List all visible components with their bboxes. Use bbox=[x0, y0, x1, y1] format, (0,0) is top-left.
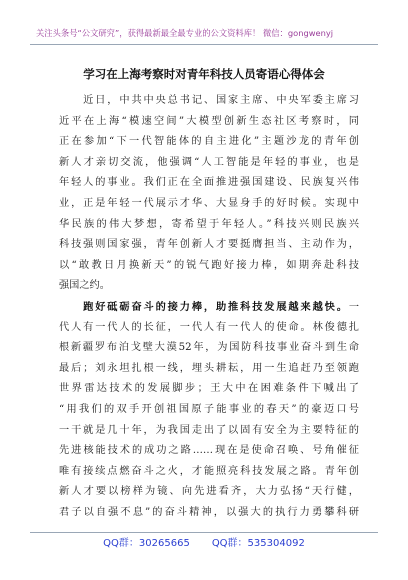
paragraph-line: 君子以自强不息”的奋斗精神，以强大的执行力勇攀科研 bbox=[59, 506, 359, 518]
header-divider bbox=[30, 44, 378, 45]
footer-divider bbox=[30, 532, 378, 533]
section-heading: 跑好砥砺奋斗的接力棒，助推科技发展越来越快。 bbox=[59, 300, 349, 313]
paragraph-line: 以“敢教日月换新天”的锐气跑好接力棒，如期奔赴科技 bbox=[59, 259, 359, 271]
paragraph-line: 代人有一代人的长征，一代人有一代人的使命。林俊德扎 bbox=[59, 321, 359, 333]
paragraph-line: 华民族的伟大梦想，寄希望于年轻人。”科技兴则民族兴 bbox=[59, 218, 359, 230]
paragraph-line: 近日，中共中央总书记、国家主席、中央军委主席习 bbox=[59, 95, 359, 106]
header-banner: 关注头条号“公文研究”，获得最新最全最专业的公文资料库！ 微信：gongwenyj bbox=[36, 28, 334, 38]
footer-qq-group-2: QQ群：535304092 bbox=[211, 538, 305, 549]
paragraph-line: 科技强则国家强，青年创新人才要挺膺担当、主动作为， bbox=[59, 239, 359, 251]
paragraph-line: 一干就是几十年，为我国走出了以固有安全为主要特征的 bbox=[59, 424, 359, 436]
paragraph-line: 新人才要以榜样为镜、向先进看齐，大力弘扬“天行健， bbox=[59, 486, 359, 498]
section-lead-line bbox=[59, 297, 359, 318]
paragraph-line: 年轻人的事业。我们正在全面推进强国建设、民族复兴伟 bbox=[59, 177, 359, 189]
document-title: 学习在上海考察时对青年科技人员寄语心得体会 bbox=[83, 67, 325, 81]
paragraph-line: 近平在上海“模速空间”大模型创新生态社区考察时，同 bbox=[59, 115, 359, 127]
paragraph-line: 正在参加“下一代智能体的自主进化”主题沙龙的青年创 bbox=[59, 136, 359, 148]
paragraph-line: 新人才亲切交流，他强调“人工智能是年轻的事业，也是 bbox=[59, 156, 359, 168]
footer bbox=[0, 537, 408, 551]
paragraph-line: 先进核能技术的成功之路……现在是使命召唤、号角催征 bbox=[59, 445, 359, 457]
paragraph-line: 根新疆罗布泊戈壁大漠52年，为国防科技事业奋斗到生命 bbox=[59, 342, 359, 354]
paragraph-line: 强国之约。 bbox=[59, 280, 110, 292]
footer-qq-group-1: QQ群：30265665 bbox=[103, 538, 190, 549]
document-body bbox=[59, 91, 359, 523]
paragraph-line: 世界雷达技术的发展脚步；王大中在困难条件下喊出了 bbox=[59, 383, 359, 395]
paragraph-line: 业，正是年轻一代展示才华、大显身手的好时候。实现中 bbox=[59, 197, 359, 209]
paragraph-line: 最后；刘永坦扎根一线，埋头耕耘，用一生追赶乃至领跑 bbox=[59, 362, 359, 374]
paragraph-line: “用我们的双手开创祖国原子能事业的春天”的豪迈口号 bbox=[59, 403, 359, 415]
paragraph-line: 唯有接续点燃奋斗之火，才能照亮科技发展之路。青年创 bbox=[59, 465, 359, 477]
section-heading-tail: 一 bbox=[348, 301, 359, 313]
